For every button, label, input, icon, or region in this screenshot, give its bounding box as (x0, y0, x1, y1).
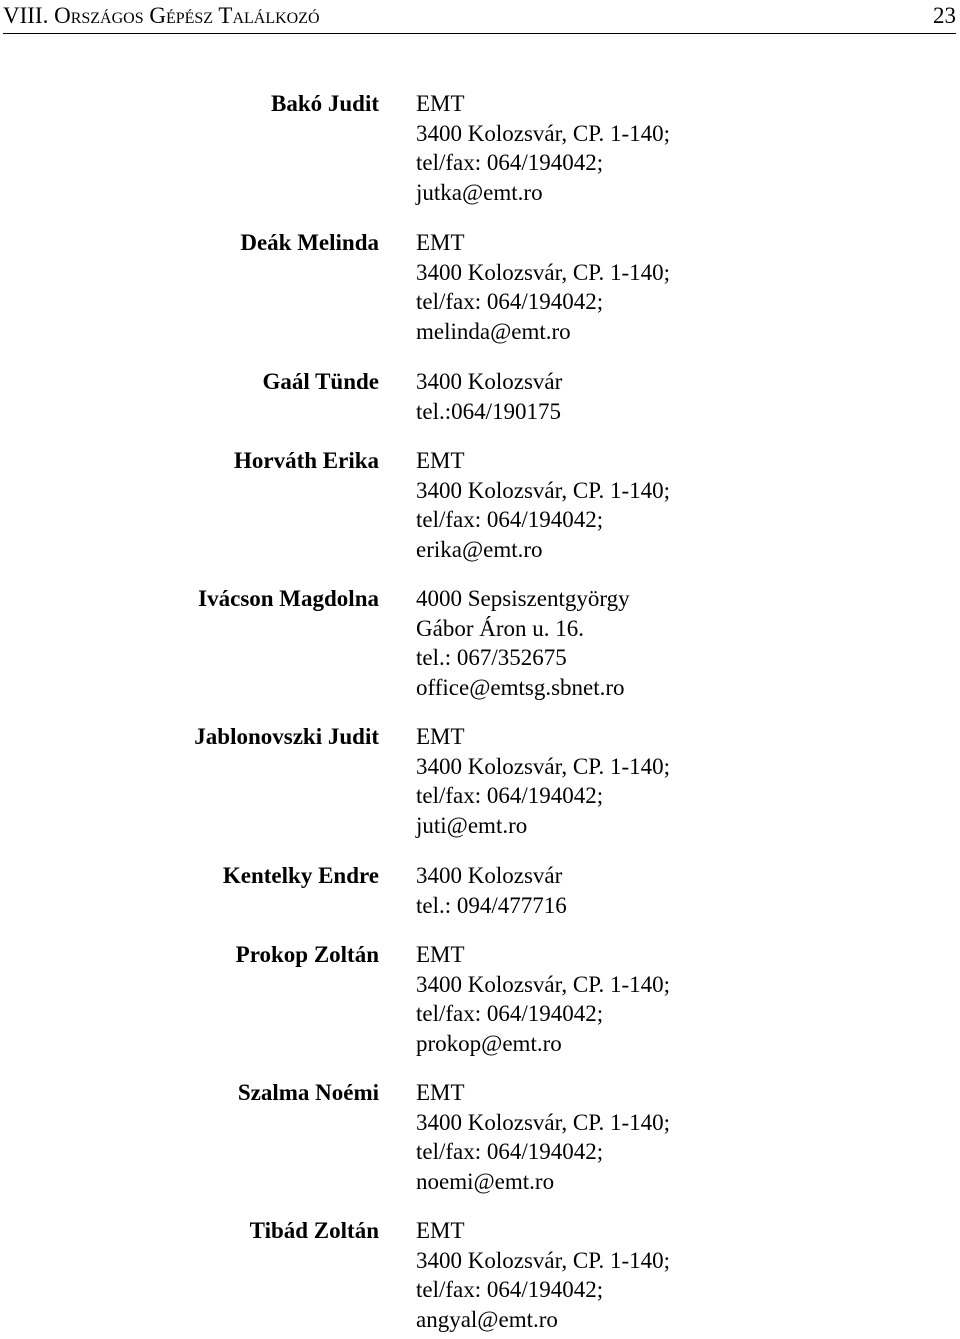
address: 3400 Kolozsvár, CP. 1-140; (416, 971, 670, 997)
contact-details (416, 89, 670, 207)
address: 3400 Kolozsvár, CP. 1-140; (416, 259, 670, 285)
organization: EMT (416, 1080, 465, 1105)
phone: tel/fax: 064/194042; (416, 1139, 604, 1164)
contact-details (416, 446, 670, 564)
person-name: Jablonovszki Judit (194, 724, 379, 749)
address: 3400 Kolozsvár (416, 863, 563, 888)
contact-details (416, 584, 630, 702)
address: 4000 Sepsiszentgyörgy (416, 586, 630, 611)
phone: tel/fax: 064/194042; (416, 1001, 604, 1026)
contact-details (416, 1216, 670, 1334)
email: juti@emt.ro (416, 812, 528, 838)
phone: tel.:064/190175 (416, 398, 562, 424)
address: 3400 Kolozsvár, CP. 1-140; (416, 477, 670, 503)
organization: EMT (416, 448, 465, 473)
organization: EMT (416, 724, 465, 749)
phone: tel/fax: 064/194042; (416, 783, 604, 808)
contact-details (416, 367, 562, 426)
email: prokop@emt.ro (416, 1030, 562, 1056)
contact-details (416, 861, 567, 920)
email: erika@emt.ro (416, 536, 543, 562)
contact-details (416, 1078, 670, 1196)
phone: tel.: 067/352675 (416, 645, 567, 670)
email: melinda@emt.ro (416, 318, 571, 344)
person-name: Gaál Tünde (262, 369, 379, 394)
email: jutka@emt.ro (416, 179, 543, 205)
person-name: Bakó Judit (270, 91, 379, 116)
person-name: Kentelky Endre (222, 863, 379, 888)
phone: tel/fax: 064/194042; (416, 507, 604, 532)
person-name: Prokop Zoltán (235, 942, 379, 967)
organization: EMT (416, 230, 465, 255)
organization: EMT (416, 91, 465, 116)
organization: EMT (416, 1218, 465, 1243)
address: 3400 Kolozsvár, CP. 1-140; (416, 1109, 670, 1135)
page-header (3, 0, 956, 34)
email: angyal@emt.ro (416, 1306, 558, 1332)
contact-details (416, 940, 670, 1058)
person-name: Tibád Zoltán (249, 1218, 379, 1243)
person-name: Horváth Erika (233, 448, 379, 473)
contact-details (416, 228, 670, 346)
address: 3400 Kolozsvár (416, 369, 563, 394)
person-name: Deák Melinda (240, 230, 379, 255)
phone: tel/fax: 064/194042; (416, 289, 604, 314)
email: office@emtsg.sbnet.ro (416, 674, 625, 700)
page-number: 23 (933, 3, 956, 28)
address: Gábor Áron u. 16. (416, 615, 584, 641)
phone: tel.: 094/477716 (416, 892, 567, 918)
organization: EMT (416, 942, 465, 967)
email: noemi@emt.ro (416, 1168, 555, 1194)
address: 3400 Kolozsvár, CP. 1-140; (416, 120, 670, 146)
address: 3400 Kolozsvár, CP. 1-140; (416, 753, 670, 779)
address: 3400 Kolozsvár, CP. 1-140; (416, 1247, 670, 1273)
phone: tel/fax: 064/194042; (416, 1277, 604, 1302)
person-name: Ivácson Magdolna (198, 586, 379, 611)
phone: tel/fax: 064/194042; (416, 150, 604, 175)
person-name: Szalma Noémi (237, 1080, 379, 1105)
running-title: VIII. Országos Gépész Találkozó (3, 3, 320, 28)
contact-details (416, 722, 670, 840)
